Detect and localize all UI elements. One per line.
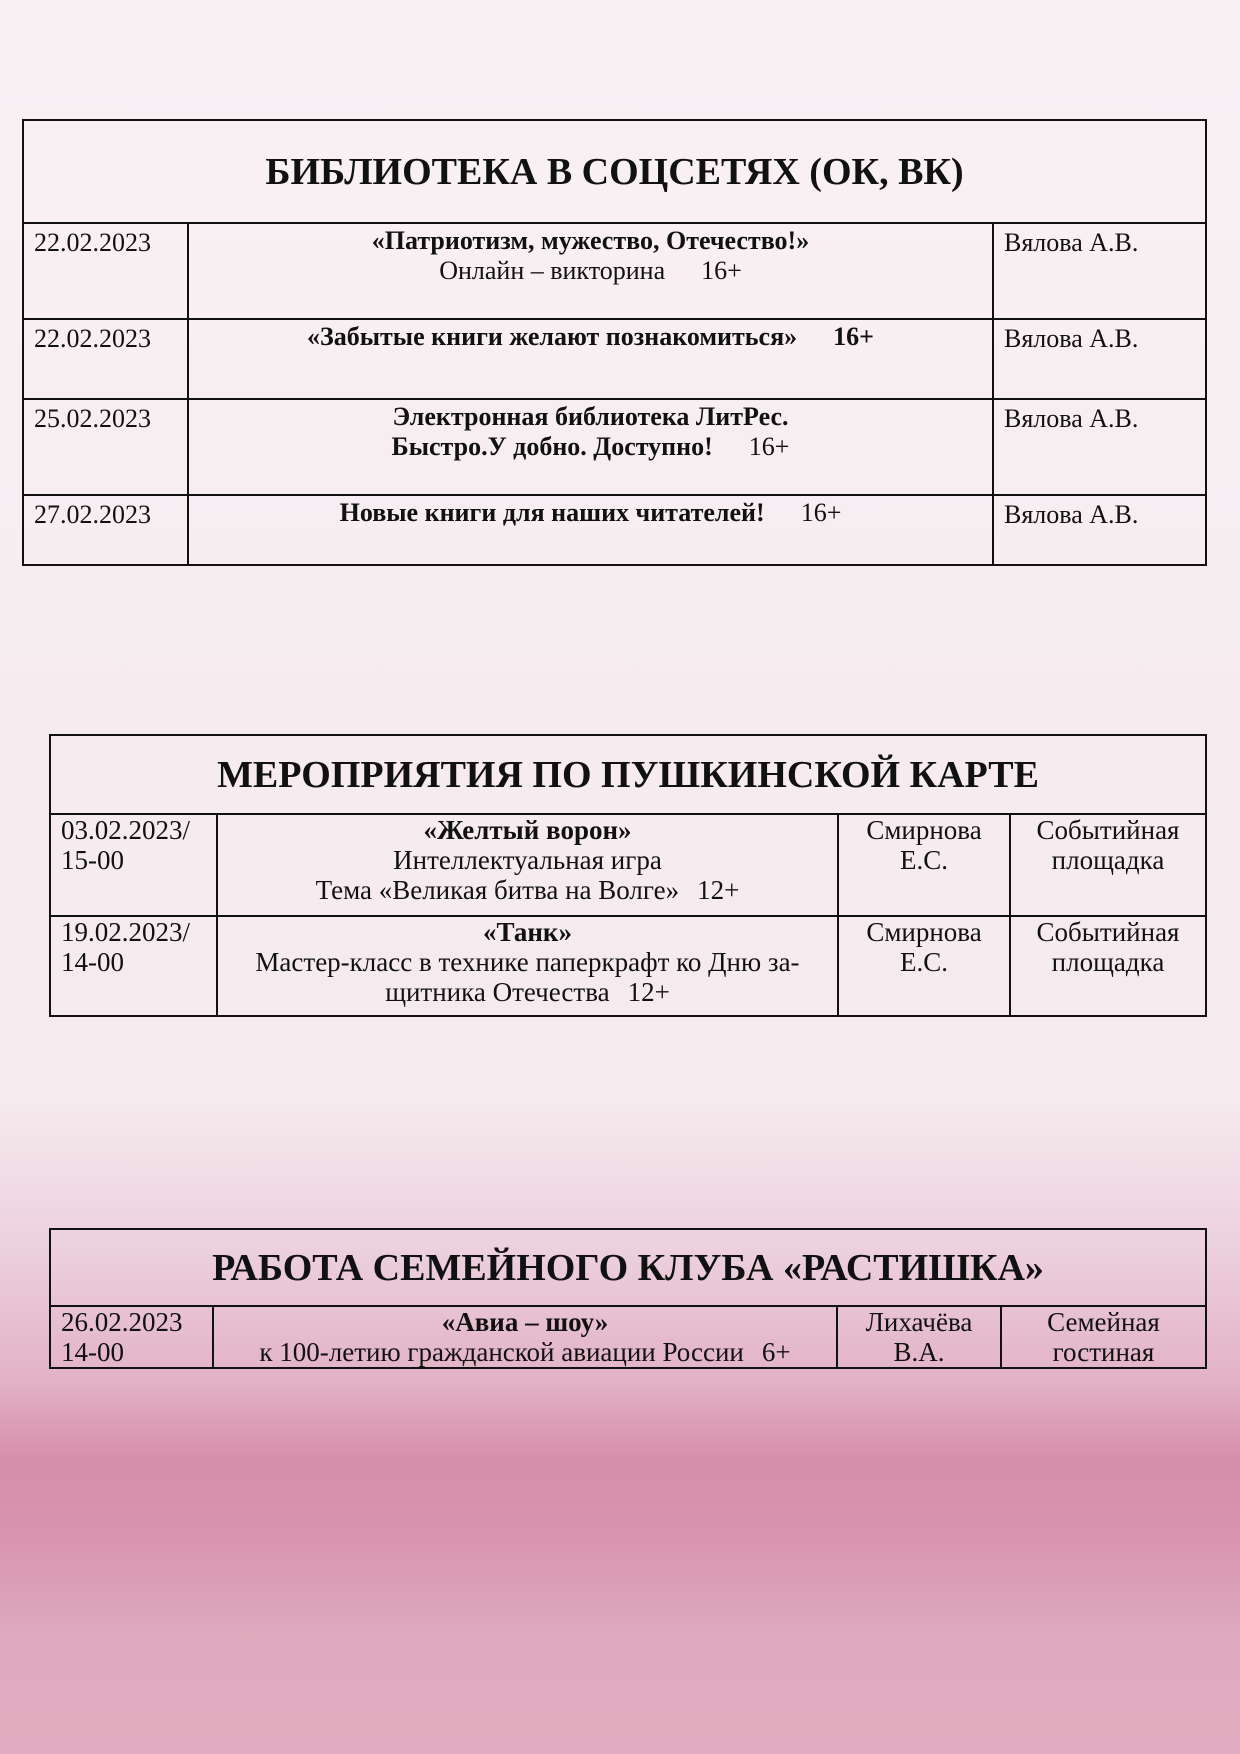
table-row <box>23 495 1206 565</box>
event-time: 14-00 <box>61 947 124 977</box>
responsible-person: Смирнова Е.С. <box>838 916 1010 1016</box>
pushkin-table-title: МЕРОПРИЯТИЯ ПО ПУШКИНСКОЙ КАРТЕ <box>50 735 1206 814</box>
event-description <box>217 814 838 916</box>
event-title: «Патриотизм, мужество, Отечество!» <box>371 226 810 255</box>
responsible-person: Вялова А.В. <box>993 223 1206 319</box>
age-rating: 16+ <box>800 498 842 527</box>
responsible-person: Лихачёва В.А. <box>837 1306 1001 1368</box>
event-description <box>217 916 838 1016</box>
event-title: «Танк» <box>483 917 572 947</box>
pushkin-card-table <box>49 734 1207 1017</box>
event-description <box>188 399 993 495</box>
table-row <box>23 223 1206 319</box>
event-date <box>50 916 217 1016</box>
event-venue: Событийная площадка <box>1010 814 1206 916</box>
event-type: Интеллектуальная игра <box>393 845 662 875</box>
event-date-day: 19.02.2023/ <box>61 917 191 947</box>
event-theme: к 100-летию гражданской авиации России <box>259 1337 744 1367</box>
event-type: Мастер-класс в технике паперкрафт ко Дню за- <box>255 947 800 977</box>
event-theme: щитника Отечества <box>385 977 610 1007</box>
event-date <box>50 1306 213 1368</box>
responsible-person: Вялова А.В. <box>993 399 1206 495</box>
table-row <box>23 399 1206 495</box>
event-title: «Желтый ворон» <box>423 815 632 845</box>
event-description <box>188 319 993 399</box>
social-schedule-table <box>22 119 1207 566</box>
event-time: 14-00 <box>61 1337 124 1367</box>
club-table-title: РАБОТА СЕМЕЙНОГО КЛУБА «РАСТИШКА» <box>50 1229 1206 1306</box>
event-title: «Авиа – шоу» <box>441 1307 609 1337</box>
event-title: Новые книги для наших читателей! <box>339 498 765 527</box>
table-row <box>50 916 1206 1016</box>
event-title: Электронная библиотека ЛитРес. <box>392 402 789 431</box>
age-rating: 12+ <box>697 875 740 905</box>
age-rating: 16+ <box>833 322 874 351</box>
age-rating: 16+ <box>701 256 742 285</box>
event-date: 27.02.2023 <box>23 495 188 565</box>
event-venue: Семейная гостиная <box>1001 1306 1206 1368</box>
event-venue: Событийная площадка <box>1010 916 1206 1016</box>
age-rating: 12+ <box>627 977 670 1007</box>
responsible-person: Вялова А.В. <box>993 495 1206 565</box>
event-type: Онлайн – викторина <box>439 256 666 285</box>
age-rating: 16+ <box>748 432 790 461</box>
event-time: 15-00 <box>61 845 124 875</box>
event-date: 22.02.2023 <box>23 319 188 399</box>
event-date <box>50 814 217 916</box>
responsible-person: Смирнова Е.С. <box>838 814 1010 916</box>
social-table-title: БИБЛИОТЕКА В СОЦСЕТЯХ (ОК, ВК) <box>23 120 1206 223</box>
event-date: 22.02.2023 <box>23 223 188 319</box>
event-theme: Тема «Великая битва на Волге» <box>315 875 680 905</box>
event-description <box>188 495 993 565</box>
event-title: «Забытые книги желают познакомиться» <box>307 322 798 351</box>
event-date: 25.02.2023 <box>23 399 188 495</box>
event-date-day: 03.02.2023/ <box>61 815 191 845</box>
age-rating: 6+ <box>761 1337 791 1367</box>
event-subtitle: Быстро.У добно. Доступно! <box>391 432 713 461</box>
event-description <box>188 223 993 319</box>
responsible-person: Вялова А.В. <box>993 319 1206 399</box>
family-club-table <box>49 1228 1207 1369</box>
event-description <box>213 1306 837 1368</box>
table-row <box>50 814 1206 916</box>
table-row <box>23 319 1206 399</box>
event-date-day: 26.02.2023 <box>61 1307 183 1337</box>
table-row <box>50 1306 1206 1368</box>
